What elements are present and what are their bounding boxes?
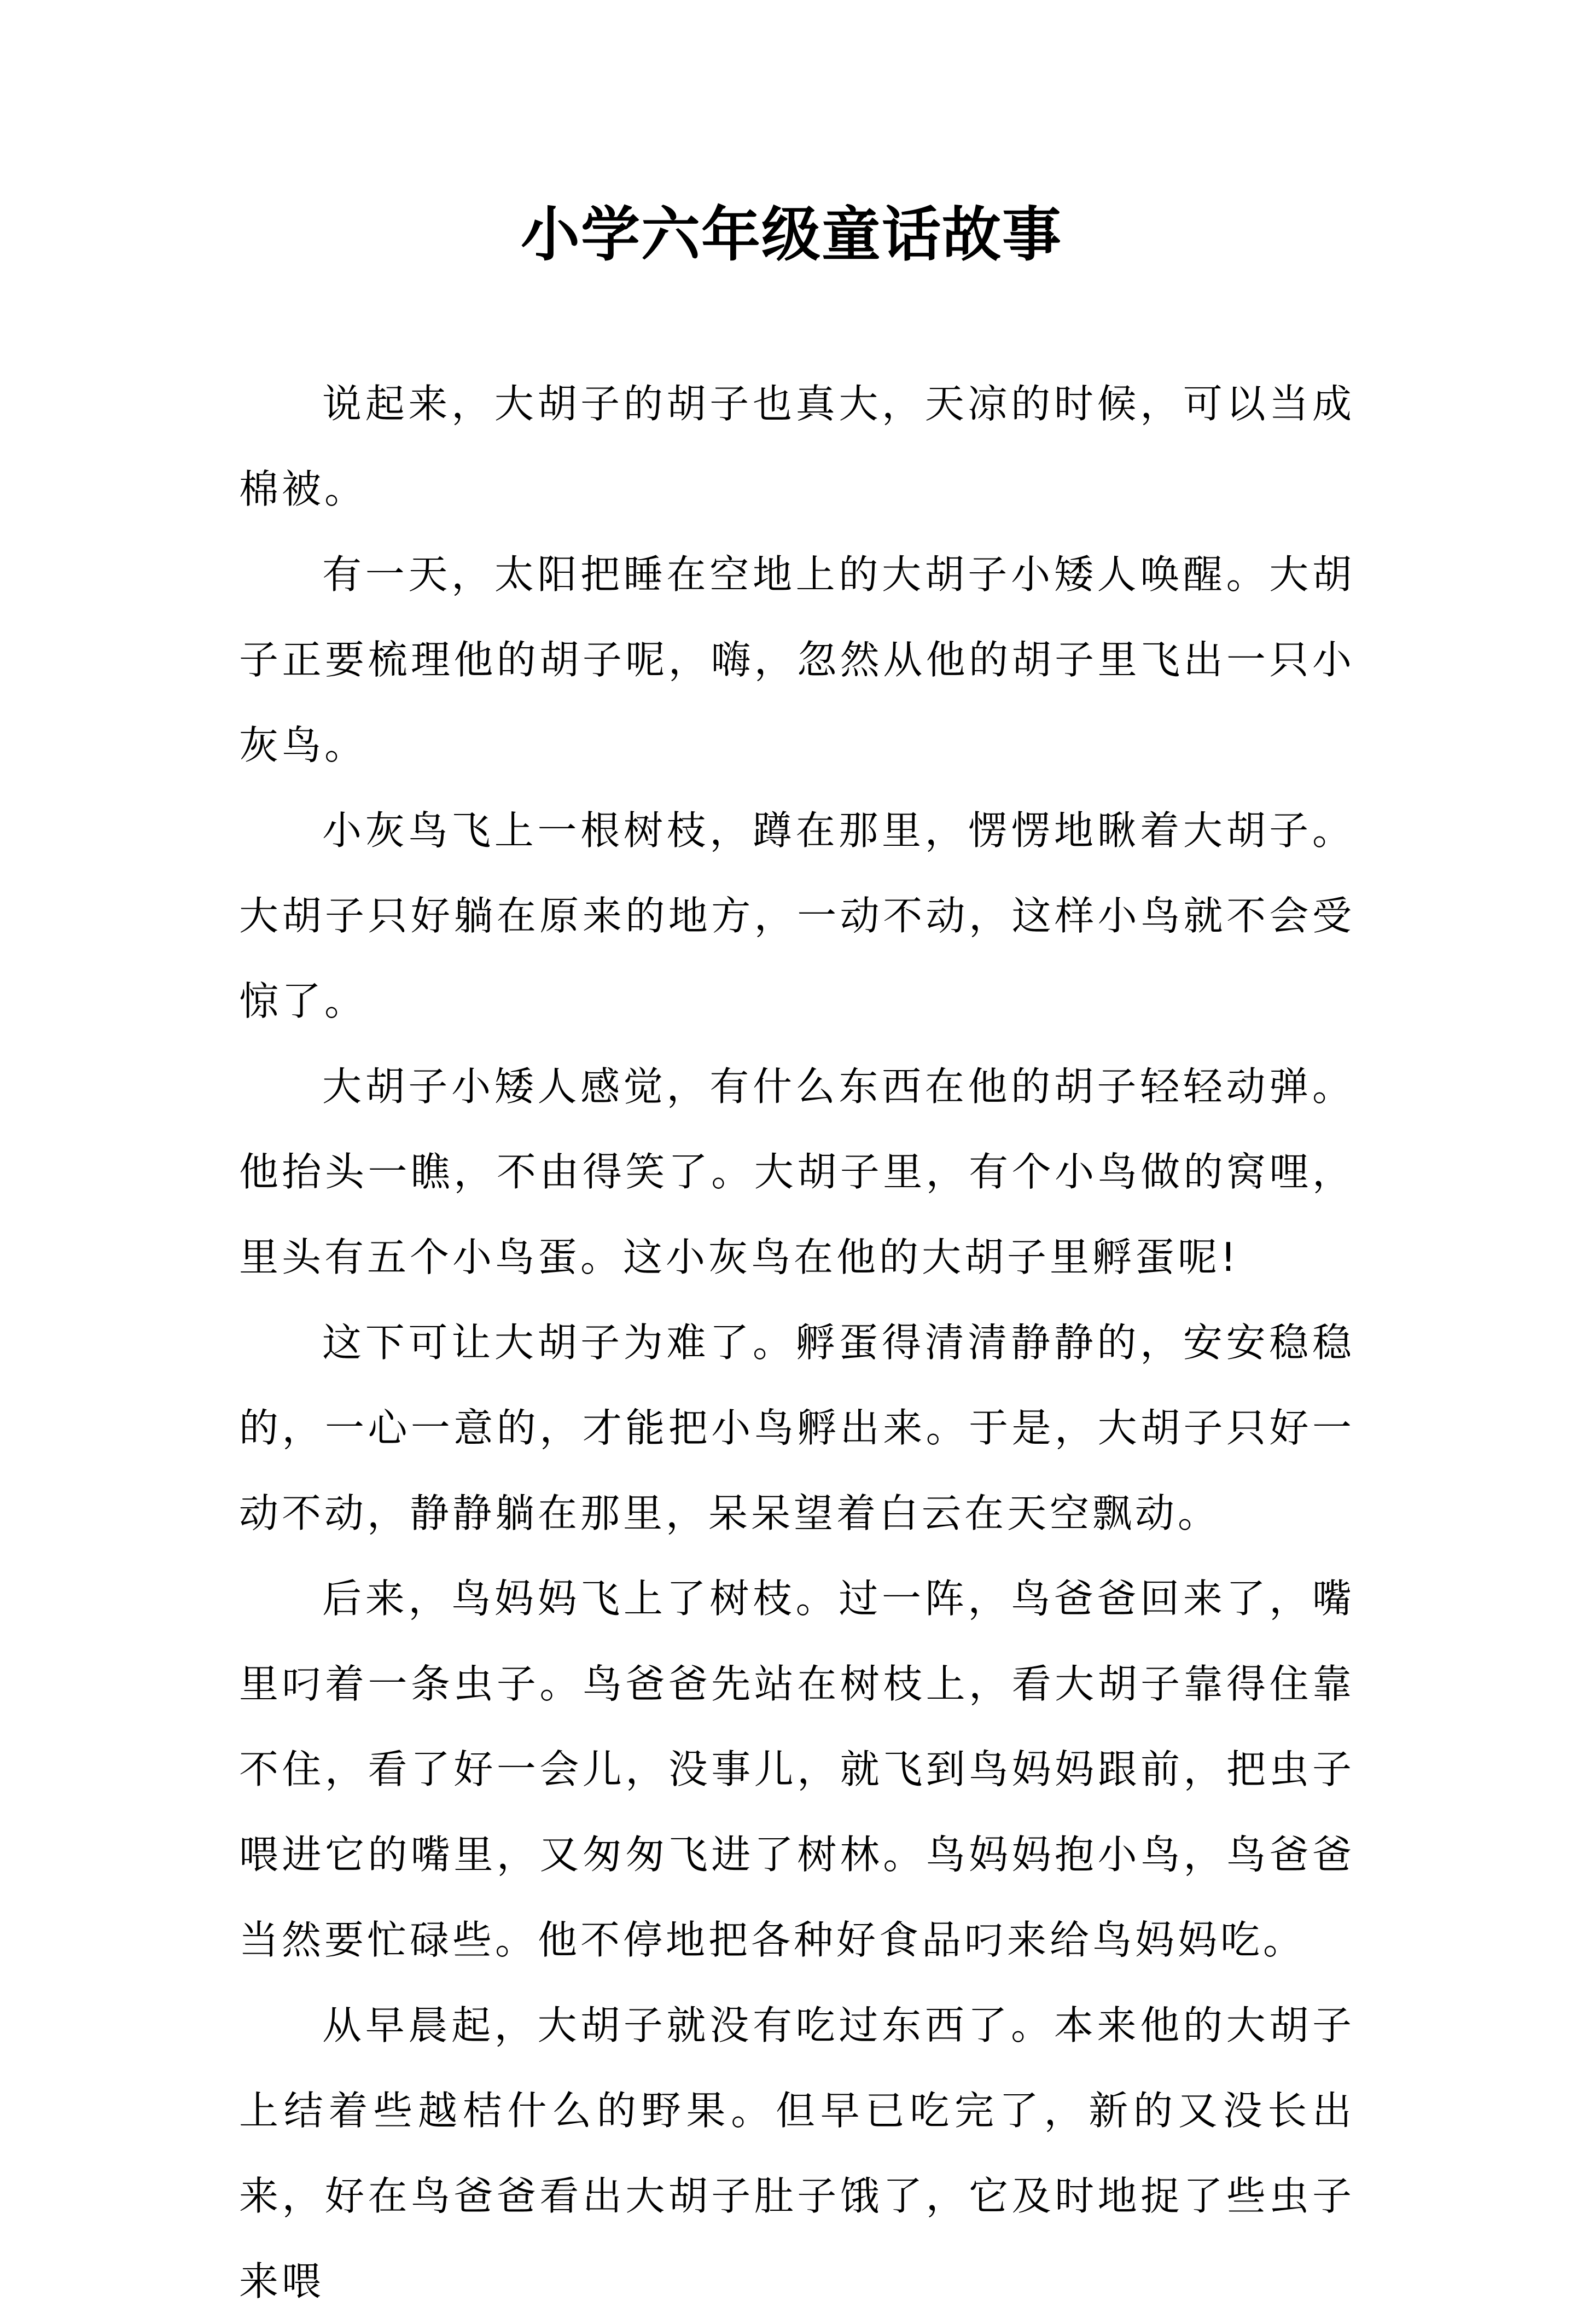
paragraph-6: 后来，鸟妈妈飞上了树枝。过一阵，鸟爸爸回来了，嘴里叼着一条虫子。鸟爸爸先站在树枝上，看大胡子靠得住靠不住，看了好一会儿，没事儿，就飞到鸟妈妈跟前，把虫子喂进它的嘴里，又匆匆飞进了树林。鸟妈妈抱小鸟，鸟爸爸当然要忙碌些。他不停地把各种好食品叼来给鸟妈妈吃。 (239, 1576, 1355, 1963)
document-body (239, 361, 1355, 2324)
paragraph-5: 这下可让大胡子为难了。孵蛋得清清静静的，安安稳稳的，一心一意的，才能把小鸟孵出来。于是，大胡子只好一动不动，静静躺在那里，呆呆望着白云在天空飘动。 (239, 1320, 1355, 1536)
paragraph-2: 有一天，太阳把睡在空地上的大胡子小矮人唤醒。大胡子正要梳理他的胡子呢，嗨，忽然从他的胡子里飞出一只小灰鸟。 (239, 551, 1355, 768)
paragraph-3: 小灰鸟飞上一根树枝，蹲在那里，愣愣地瞅着大胡子。大胡子只好躺在原来的地方，一动不动，这样小鸟就不会受惊了。 (239, 807, 1355, 1024)
paragraph-4: 大胡子小矮人感觉，有什么东西在他的胡子轻轻动弹。他抬头一瞧，不由得笑了。大胡子里，有个小鸟做的窝哩，里头有五个小鸟蛋。这小灰鸟在他的大胡子里孵蛋呢! (239, 1064, 1355, 1280)
document-title: 小学六年级童话故事 (520, 201, 1062, 269)
paragraph-7: 从早晨起，大胡子就没有吃过东西了。本来他的大胡子上结着些越桔什么的野果。但早已吃完了，新的又没长出来，好在鸟爸爸看出大胡子肚子饿了，它及时地捉了些虫子来喂 (239, 2002, 1355, 2304)
paragraph-1: 说起来，大胡子的胡子也真大，天凉的时候，可以当成棉被。 (239, 381, 1355, 512)
